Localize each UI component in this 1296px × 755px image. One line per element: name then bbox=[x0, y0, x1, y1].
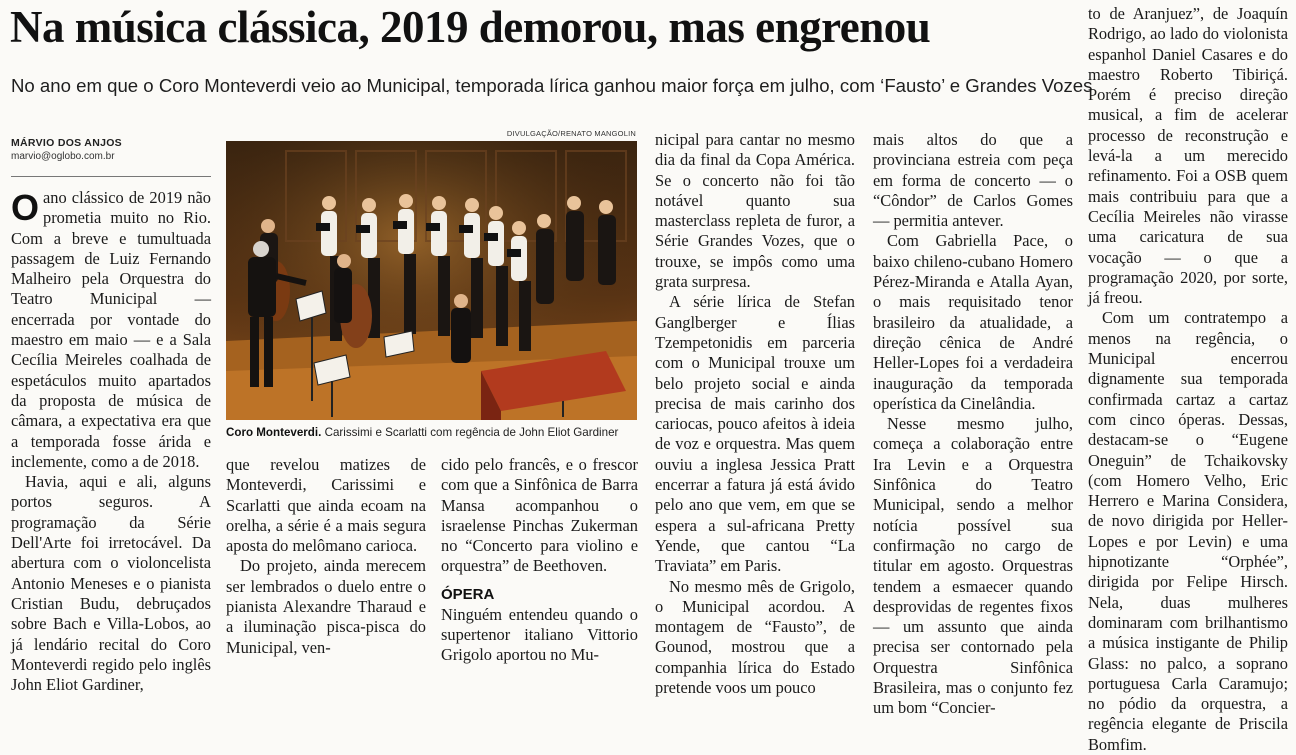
caption-title: Coro Monteverdi. bbox=[226, 426, 322, 439]
section-heading: ÓPERA bbox=[441, 585, 495, 603]
column-3 bbox=[441, 455, 638, 680]
paragraph: Havia, aqui e ali, alguns portos seguros. A programação da Série Dell'Arte foi irretocável. Da abertura com o violoncelista Antonio Meneses e o pianista Cristian Budu, debruçados sobre Bach e Villa-Lobos, ao já lendário recital do Coro Monteverdi regido pelo inglês John Eliot Gardiner, bbox=[11, 472, 211, 695]
photo-credit: DIVULGAÇÃO/RENATO MANGOLIN bbox=[506, 129, 636, 138]
column-1 bbox=[11, 187, 211, 695]
paragraph: No mesmo mês de Grigolo, o Municipal acordou. A montagem de “Fausto”, de Gounod, mostrou que a companhia lírica do Estado pretende voos um pouco bbox=[655, 576, 855, 698]
paragraph: mais altos do que a provinciana estreia com peça em forma de concerto — o “Côndor” de Carlos Gomes — permitia antever. bbox=[873, 130, 1073, 231]
paragraph: Oano clássico de 2019 não prometia muito no Rio. Com a breve e tumultuada passagem de Luiz Fernando Malheiro pela Orquestra do Teatro Municipal — encerrada por vontade do maestro em maio — e a Sala Cecília Meireles coalhada de espetáculos muito apartados da proposta de música de câmara, a expectativa era que a temporada fosse árida e inclemente, como a de 2018. bbox=[11, 187, 211, 471]
choir-illustration bbox=[226, 141, 637, 420]
author-name: MÁRVIO DOS ANJOS bbox=[11, 137, 122, 149]
column-5 bbox=[873, 130, 1073, 718]
column-2 bbox=[226, 455, 426, 680]
paragraph: A série lírica de Stefan Ganglberger e Ílias Tzempetonidis em parceria com o Municipal trouxe um belo projeto social e ainda precisa de mais carinho dos cariocas, pouco afeitos à ideia de voz e orquestra. Mas quem ouviu a inglesa Jessica Pratt encerrar a fatura já está ávido pelo ano que vem, em que se espera a sul-africana Pretty Yende, que cantou “La Traviata” em Paris. bbox=[655, 292, 855, 576]
paragraph: Ninguém entendeu quando o supertenor italiano Vittorio Grigolo aportou no Mu- bbox=[441, 604, 638, 665]
paragraph: Nesse mesmo julho, começa a colaboração entre Ira Levin e a Orquestra Sinfônica do Teatro Municipal, sendo a melhor notícia possível sua confirmação no cargo de titular em agosto. Orquestras tendem a esmaecer quando desprovidas de regentes fixos — um assunto que ainda precisa ser contornado pela Orquestra Sinfônica Brasileira, mas o conjunto fez um bom “Concier- bbox=[873, 414, 1073, 718]
column-6 bbox=[1088, 4, 1288, 754]
drop-cap: O bbox=[11, 187, 40, 228]
paragraph: Do projeto, ainda merecem ser lembrados o duelo entre o pianista Alexandre Tharaud e a iluminação pisca-pisca do Municipal, ven- bbox=[226, 556, 426, 657]
concert-photo bbox=[226, 141, 637, 420]
author-email[interactable]: marvio@oglobo.com.br bbox=[11, 151, 115, 162]
subheadline: No ano em que o Coro Monteverdi veio ao Municipal, temporada lírica ganhou maior força em julho, com ‘Fausto’ e Grandes Vozes bbox=[11, 75, 1093, 96]
headline: Na música clássica, 2019 demorou, mas engrenou bbox=[10, 2, 931, 52]
caption-text: Carissimi e Scarlatti com regência de John Eliot Gardiner bbox=[321, 426, 619, 439]
paragraph: Com Gabriella Pace, o baixo chileno-cubano Homero Pérez-Miranda e Atalla Ayan, o mais requisitado tenor brasileiro da atualidade, a direção cênica de André Heller-Lopes foi a verdadeira inauguração da temporada operística da Cinelândia. bbox=[873, 231, 1073, 413]
paragraph: to de Aranjuez”, de Joaquín Rodrigo, ao lado do violonista espanhol Daniel Casares e do maestro Roberto Tibiriçá. Porém é preciso direção musical, a fim de acelerar processo de reconstrução e levá-la a um merecido refinamento. Foi a OSB quem mais contribuiu para que a Cecília Meireles não virasse uma caricatura de sua vocação — o que a programação 2020, por sorte, já freou. bbox=[1088, 4, 1288, 308]
photo-caption bbox=[226, 426, 656, 439]
paragraph: que revelou matizes de Monteverdi, Carissimi e Scarlatti que ainda ecoam na orelha, a série é a mais segura aposta do melômano carioca. bbox=[226, 455, 426, 556]
byline-divider bbox=[11, 176, 211, 177]
paragraph: cido pelo francês, e o frescor com que a Sinfônica de Barra Mansa acompanhou o israelense Pinchas Zukerman no “Concerto para violino e orquestra” de Beethoven. bbox=[441, 455, 638, 576]
column-4 bbox=[655, 130, 855, 698]
paragraph: Com um contratempo a menos na regência, o Municipal encerrou dignamente sua temporada confirmada cartaz a cartaz com cinco óperas. Dessas, destacam-se o “Eugene Oneguin” de Tchaikovsky (com Homero Velho, Eric Herrero e Marina Considera, de novo dirigida por Heller-Lopes e por Levin) e uma hipnotizante “Orphée”, dirigida por Felipe Hirsch. Nela, duas mulheres dominaram com brilhantismo a música instigante de Philip Glass: no palco, a soprano portuguesa Carla Caramujo; no pódio da orquestra, a regência elegante de Priscila Bomfim. bbox=[1088, 308, 1288, 754]
paragraph: nicipal para cantar no mesmo dia da final da Copa América. Se o concerto não foi tão notável quanto sua masterclass repleta de furor, a Série Grandes Vozes, que o trouxe, se impôs como uma grata surpresa. bbox=[655, 130, 855, 292]
